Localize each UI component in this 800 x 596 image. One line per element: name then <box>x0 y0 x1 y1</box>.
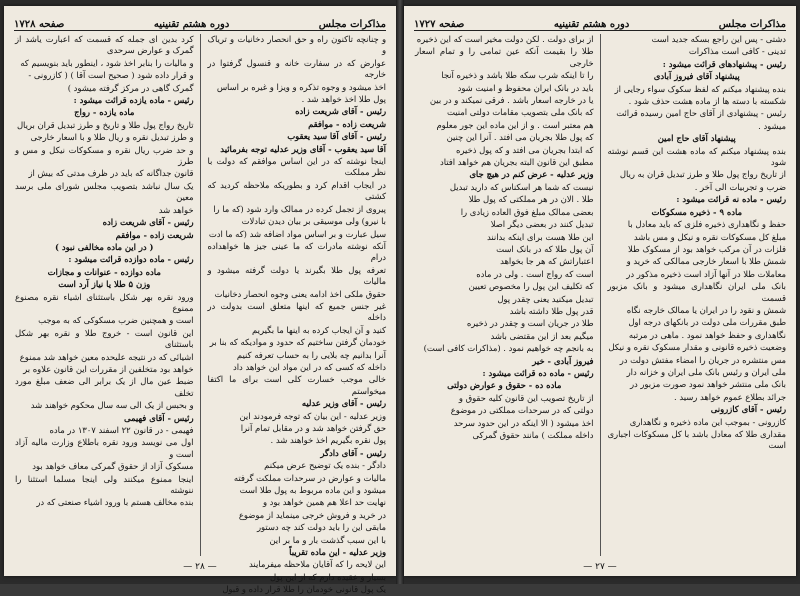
text-line: قدر پول طلا داشته باشد <box>509 305 594 316</box>
text-line: طلا در جریان است و چقدر در ذخیره <box>466 318 594 329</box>
text-line: آن پول طلا که در بانک است <box>496 243 594 254</box>
text-line: تعرفه پول طلا بگیرند یا دولت گرفته میشود و مالیات <box>207 264 386 287</box>
text-line: ملی ایران و رئیس بانک ملی ایران و خزانه دار <box>626 366 786 377</box>
text-line: خواهد بود متخلفین از مقررات این قانون علاوه بر <box>23 363 194 374</box>
speaker-line: فیروز آبادی - خیر <box>532 355 594 366</box>
speaker-line: وزیر عدلیه - عرض کنم در هیچ جای <box>469 169 594 180</box>
text-line: پیروی از تجمل کرده در ممالک وارد شود (که ما را <box>213 203 386 214</box>
text-line: این لایحه را که آقایان ملاحظه میفرمایند <box>249 559 386 570</box>
text-line: معاملات طلا در آنها آزاد است ذخیره مذکور در <box>626 268 786 279</box>
text-line: مسکوک آزاد از حقوق گمرکی معاف خواهد بود <box>32 461 194 472</box>
text-line: اینجا نوشته که در این اساس موافقم که دولت با نظر مملکت <box>207 156 386 178</box>
column-right <box>207 34 387 595</box>
page-header <box>14 14 386 31</box>
article-heading: پیشنهاد آقای فیروز آبادی <box>653 71 740 82</box>
text-line: بنده مخالف هستم با ورود اشیاء صنعتی که در <box>36 497 194 508</box>
text-line: از تاریخ تصویب این قانون کلیه حقوق و <box>458 392 594 403</box>
text-line: کنید و آن ایجاب کرده به اینها ما بگیریم <box>252 324 386 335</box>
text-line: طلا را بقیمت آنکه عین تمامی را و تمام اسعار خارجی <box>415 46 594 68</box>
text-line: خواهد شد <box>158 204 194 215</box>
article-heading: ( در این ماده مخالفی نبود ) <box>54 241 154 252</box>
text-line: نهایت حد اعلا هم همین خواهد بود و <box>262 497 386 508</box>
text-line: بسیار و عقیده دارم که از این پول <box>269 571 386 582</box>
text-line: یک پول قانونی خودمان را طلا قرار داده و قبول <box>222 584 386 595</box>
text-line: شکسته با دسته ها از ماده هشت حذف شود . <box>628 96 786 107</box>
text-line: جرائد بطلاع عموم خواهد رسید . <box>674 391 786 402</box>
text-line: مبلغ کل مسکوکات نقره و نیکل و مس باشد <box>633 231 786 242</box>
text-line: به بانجم چه خواهیم نمود . (مذاکرات کافی است) <box>423 343 594 354</box>
article-heading: ماده دوازده - عنوانات و مجازات <box>47 266 161 277</box>
speaker-line: رئیس - آقای فهیمی <box>124 412 194 423</box>
text-line: یک سال نباشد بتصویب مجلس شورای ملی برسد معین <box>15 180 194 203</box>
header-title: دوره هشتم تقنینیه <box>153 19 230 30</box>
text-line: است و همچنین ضرب مسکوکی که به موجب <box>38 315 194 326</box>
text-line: فهیمی - در قانون ۲۲ اسفند ۱۳۰۷ در ماده <box>49 425 194 435</box>
text-line: میشود و این ماده مربوط به پول طلا است <box>239 485 386 496</box>
text-line: از تاریخ رواج پول طلا و طرز تبدیل قران به ریال <box>619 169 786 180</box>
article-heading: ماده یازده - رواج <box>74 107 135 118</box>
text-line: این قانون است - خروج طلا و نقره بهر شکل باستثنای <box>15 327 194 350</box>
text-line: نیست که شما هر اسکناس که دارید تبدیل <box>449 181 594 192</box>
page-footer-number: — ۲۷ — <box>583 562 617 572</box>
text-line: حقوق ملکی اخذ ادامه یعنی وجوه انحصار دخانیات <box>214 288 386 299</box>
book-gutter <box>396 0 404 584</box>
speaker-line: رئیس - پیشنهادهای قرائت میشود : <box>662 58 786 69</box>
speaker-line: شریعت زاده - موافقم <box>115 229 194 240</box>
text-line: مس منتشره در جریان را امضاء مفتش دولت در <box>619 354 786 365</box>
column-divider <box>600 34 601 556</box>
text-line: میگیم بعد از این مقتضی باشد <box>490 330 594 341</box>
article-heading: وزن ۵ طلا یا نیاز آرد است <box>58 279 151 290</box>
text-line: کرد بدین ای جمله که قسمت که اعبارت یاشد از گمرک و عوارض سرحدی <box>15 34 194 56</box>
text-line: مابقی این را باید دولت کند چه دستور <box>256 522 386 533</box>
text-line: طلا . الان در هر مملکتی که پول طلا <box>468 194 594 205</box>
speaker-line: رئیس - آقای کازرونی <box>710 404 786 415</box>
text-line: بنده پیشنهاد میکنم که ماده هشت این قسم نوشته شود <box>607 145 786 168</box>
text-line: غیر جنس جمیع که اینها متعلق است بدولت در داخله <box>207 300 386 323</box>
text-line: بانک ملی منتشر خواهد نمود صورت مزبور در <box>629 379 786 390</box>
column-left <box>14 34 194 556</box>
text-line: مطبق این قانون البته بجریان هم خواهد افتاد <box>440 157 594 168</box>
text-line: که بانک ملی بتصویب مقامات دولتی امنیت <box>446 107 594 118</box>
text-line: بنده پیشنهاد میکنم که لفظ سکوک سواء رجایی از <box>614 83 786 94</box>
speaker-line: رئیس - ماده ده قرائت میشود : <box>482 367 594 378</box>
speaker-line: رئیس - آقای شریعت زاده <box>102 217 194 228</box>
speaker-line: رئیس - ماده نه قرائت میشود : <box>676 194 786 205</box>
speaker-line: شریعت زاده - موافقم <box>308 118 386 129</box>
column-left <box>414 34 594 556</box>
speaker-line: رئیس - آقای شریعت زاده <box>295 106 386 117</box>
text-line: تدینی - کافی است مذاکرات <box>688 46 786 57</box>
text-line: است که رواج است . ولی در ماده <box>476 268 594 279</box>
page-columns <box>414 34 786 556</box>
text-line: ضبط عین مال از یک برابر الی ضعف مبلغ مورد تخلف <box>15 376 194 398</box>
page-footer-number: — ۲۸ — <box>183 562 217 572</box>
text-line: آنرا بدانیم چه بلایی را به حساب تعرفه کنیم <box>236 349 386 360</box>
header-page-number: صفحه ۱۷۲۷ <box>414 19 465 30</box>
text-line: نگاهداری و حفظ خواهد نمود . ماهی در مرتبه <box>628 329 786 340</box>
text-line: و طرز تبدیل نقره و ریال طلا و با اسعار خارجی <box>30 132 194 143</box>
text-line: حفظ و نگاهداری ذخیره فلزی که باید معادل با <box>627 219 786 230</box>
text-line: رئیس - پیشنهادی از آقای حاج امین رسیده قرائت <box>616 108 786 119</box>
text-line: و مالیات را بنابر اخذ شود ، اینطور باید بنویسیم که <box>20 57 194 68</box>
text-line: فلزات در آن مرکب خواهد بود از مسکوک طلا <box>628 243 786 254</box>
text-line: عوارض که در سفارت خانه و قنسول گرفتوا در خارجه <box>207 57 386 80</box>
speaker-line: رئیس - آقای آقا سید یعقوب <box>287 131 386 142</box>
speaker-line: رئیس - ماده یازده قرائت میشود : <box>73 95 194 106</box>
text-line: تبدیل میکنید یعنی چقدر پول <box>497 293 594 304</box>
header-title: دوره هشتم تقنینیه <box>553 19 630 30</box>
text-line: این طلا هست برای اینکه بدانند <box>486 231 594 242</box>
text-line: شمش و نقود را در ایران یا ممالک خارجه نگاه <box>626 304 786 315</box>
text-line: دادگر - بنده یک توضیح عرض میکنم <box>264 460 386 471</box>
article-heading: پیشنهاد آقای حاج امین <box>657 133 736 144</box>
text-line: که پول طلا بجریان می افتد . آنرا این چنین <box>446 132 594 143</box>
text-line: را تا اینکه شرب سکه طلا باشد و ذخیره آنجا <box>441 70 594 81</box>
text-line: پول طلا اخذ خواهد شد . <box>301 94 386 105</box>
article-heading: ماده ده - حقوق و عوارض دولتی <box>447 380 562 391</box>
text-line: کازرونی - بموجب این ماده ذخیره و نگاهداری <box>629 416 786 427</box>
text-line: اعتباراتش که هر جا بخواهد <box>500 256 594 267</box>
speaker-line: وزیر عدلیه - این ماده تقریباً <box>289 547 386 558</box>
text-line: حق گرفتن خواهد شد و در مقابل تمام آنرا <box>240 423 386 433</box>
text-line: و قرار داده شود ( صحیح است آقا ) ( کازرونی - <box>28 70 194 81</box>
speaker-line: رئیس - ماده دوازده قرائت میشود : <box>68 254 194 265</box>
speaker-line: آقا سید یعقوب - آقای وزیر عدلیه توجه بفرمائید <box>220 143 386 154</box>
text-line: پول نقره بگیریم اخذ خواهند شد . <box>270 435 386 446</box>
text-line: خودمان گرفتن ساختیم که حدود و موادیکه که بنا بر <box>209 337 386 348</box>
text-line: داخله که کسی که در این مواد این خواهد داد <box>233 361 386 372</box>
text-line: شمش طلا با اسعار خارجی ممالکی که خرید و <box>626 256 786 267</box>
text-line: که ابتدا بجریان می افتد و که پول ذخیره <box>455 144 594 155</box>
text-line: با این سبب گذشت بار و ما بر این <box>269 534 386 545</box>
text-line: وضعیت ذخیره قانونی و مقدار مسکوک نقره و نیکل <box>608 342 786 353</box>
text-line: اخذ میشود ( الا اینکه در این حدود سرحد <box>453 417 594 428</box>
column-right <box>607 34 787 556</box>
text-line: داخله مملکت ) مانند حقوق گمرکی <box>472 430 594 440</box>
text-line: خالی موجب خسارت کلی است برای ما اکتفا میخواستم <box>207 374 386 396</box>
text-line: دشتی - پس این راجع بسکه جدید است <box>651 34 786 44</box>
speaker-line: رئیس - آقای دادگر <box>320 447 386 458</box>
text-line: اشیائی که در نتیجه علیحده معین خواهد شد ممنوع <box>19 351 194 362</box>
text-line: از برای دولت . لکن دولت مخیر است که این ذخیره <box>416 34 594 44</box>
text-line: میشود . <box>758 120 786 131</box>
page-right <box>404 6 796 576</box>
speaker-line: رئیس - آقای وزیر عدلیه <box>301 398 386 409</box>
text-line: مالیات و عوارض در سرحدات مملکت گرفته <box>233 472 386 483</box>
text-line: اول می نویسد ورود نقره باطلاع وزارت مالیه آزاد است و <box>15 437 194 459</box>
text-line: بانک ملی ایران نگاهداری میشود و بانک مزبور قسمت <box>607 281 786 303</box>
page-left <box>4 6 396 595</box>
header-section: مذاکرات مجلس <box>718 19 786 30</box>
text-line: و چنانچه تاکنون راه و حق انحصار دخانیات و تریاک و <box>207 34 386 56</box>
text-line: گمرک گاهی در مرکز گرفته میشود ) <box>67 82 194 93</box>
column-divider <box>200 34 201 556</box>
text-line: اخذ میشود و وجوه تذکره و ویزا و غیره بر اساس <box>216 81 386 92</box>
text-line: اینجا ممنوع میکنند ولی اینجا مسلما استثنا را ننوشته <box>15 473 194 496</box>
text-line: آنکه نوشته مادرات که ما عینی جیز ها خواهداده درام <box>207 240 386 263</box>
text-line: تاریخ رواج پول طلا و تاریخ و طرز تبدیل قران بریال <box>16 119 194 130</box>
text-line: قانون جداگانه که باید در ظرف مدتی که بیش از <box>28 168 194 179</box>
text-line: که تکلیف این پول را مخصوص تعیین <box>468 281 594 292</box>
text-line: وزیر عدلیه - این بیان که توجه فرمودند این <box>239 410 386 421</box>
header-page-number: صفحه ۱۷۲۸ <box>14 19 65 30</box>
text-line: بعضی ممالک مبلغ فوق العاده زیادی را <box>460 206 594 217</box>
article-heading: ماده ۹ - ذخیره مسکوکات <box>651 206 743 217</box>
text-line: در ایجاب اقدام کرد و بطوریکه ملاحظه کردید که کشتی <box>207 179 386 202</box>
page-header <box>414 14 786 31</box>
text-line: سیل عبارت و بر اساس مواد اضافه شد (که ما ادت <box>208 228 386 239</box>
text-line: با نیرو) ولی موسیقی بر بیان دیدن تبادلات <box>241 216 386 227</box>
text-line: مقداری طلا که معادل باشد با کل مسکوکات اجباری است <box>607 429 786 451</box>
text-line: در خرید و فروش خرجی مینماید از موضوع <box>238 509 386 520</box>
text-line: و حد ضرب ریال نقره و مسکوکات نیکل و مس و طرز <box>15 144 194 167</box>
text-line: ورود نقره بهر شکل باستثنای اشیاء نقره مصنوع ممنوع <box>15 291 194 313</box>
text-line: طبق مقررات ملی دولت در بانکهای درجه اول <box>628 317 786 328</box>
text-line: تبدیل کنند در بعضی دیگر اصلا <box>490 219 594 230</box>
text-line: دولتی که در سرحدات مملکتی در موضوع <box>450 405 594 416</box>
text-line: و بحبس از یک الی سه سال محکوم خواهند شد <box>30 400 194 411</box>
text-line: یا در خارجه اسعار باشد . فرقی نمیکند و در بین <box>429 95 594 106</box>
text-line: هم معتبر است . و از این ماده این جور معلوم <box>436 119 594 130</box>
text-line: ضرب و تجربیات الی آخر . <box>694 181 786 192</box>
text-line: باید در بانک ایران محفوظ و امنیت شود <box>457 82 594 93</box>
header-section: مذاکرات مجلس <box>318 19 386 30</box>
